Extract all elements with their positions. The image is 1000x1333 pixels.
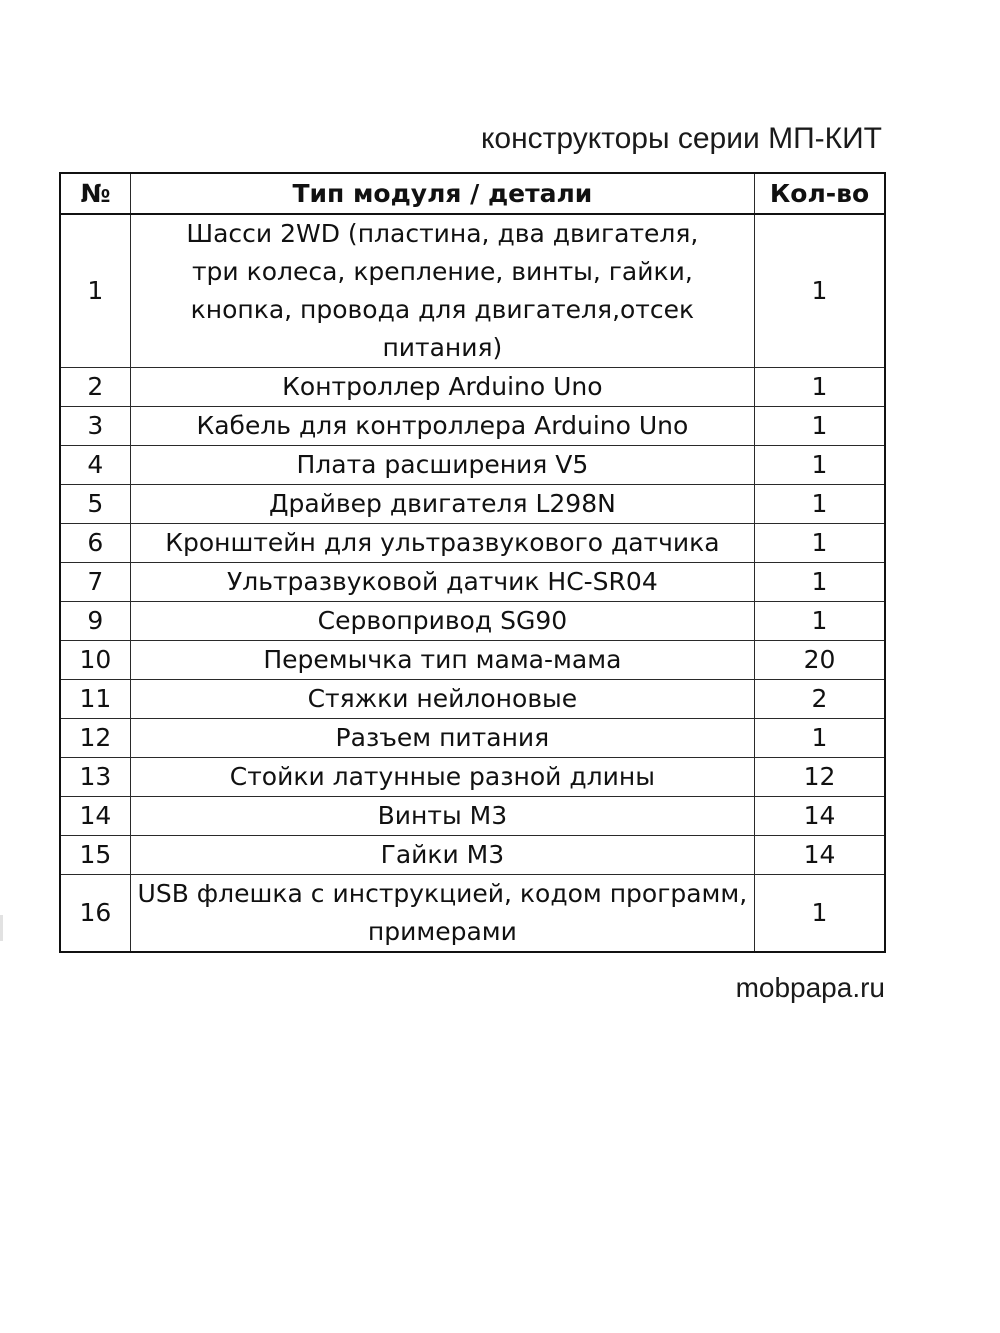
row-quantity: 1: [755, 719, 885, 758]
row-number: 3: [60, 407, 130, 446]
row-number: 6: [60, 524, 130, 563]
row-number: 14: [60, 797, 130, 836]
row-quantity: 14: [755, 836, 885, 875]
site-url: mobpapa.ru: [735, 972, 885, 1003]
row-description: Сервопривод SG90: [130, 602, 754, 641]
row-description: Ультразвуковой датчик HC-SR04: [130, 563, 754, 602]
row-quantity: 1: [755, 602, 885, 641]
row-quantity: 12: [755, 758, 885, 797]
row-description: Гайки М3: [130, 836, 754, 875]
table-row: [60, 524, 885, 563]
table-row: [60, 602, 885, 641]
row-number: 16: [60, 875, 130, 953]
row-number: 10: [60, 641, 130, 680]
row-description: Стяжки нейлоновые: [130, 680, 754, 719]
table-row: [60, 485, 885, 524]
row-description: Плата расширения V5: [130, 446, 754, 485]
table-row: [60, 641, 885, 680]
row-quantity: 1: [755, 407, 885, 446]
row-description: USB флешка с инструкцией, кодом программ, примерами: [130, 875, 754, 953]
table-row: [60, 719, 885, 758]
row-quantity: 1: [755, 485, 885, 524]
table-row: [60, 407, 885, 446]
row-number: 9: [60, 602, 130, 641]
row-number: 13: [60, 758, 130, 797]
table-row: [60, 563, 885, 602]
table-row: [60, 446, 885, 485]
row-number: 12: [60, 719, 130, 758]
row-number: 1: [60, 214, 130, 368]
row-quantity: 1: [755, 563, 885, 602]
row-quantity: 1: [755, 368, 885, 407]
row-description: Контроллер Arduino Uno: [130, 368, 754, 407]
row-number: 2: [60, 368, 130, 407]
kit-components-table: [59, 172, 886, 953]
table-header-row: [60, 173, 885, 214]
row-description: Кронштейн для ультразвукового датчика: [130, 524, 754, 563]
table-row: [60, 875, 885, 953]
table-row: [60, 797, 885, 836]
table-row: [60, 758, 885, 797]
row-description: Стойки латунные разной длины: [130, 758, 754, 797]
row-description: Кабель для контроллера Arduino Uno: [130, 407, 754, 446]
row-quantity: 20: [755, 641, 885, 680]
row-description: Перемычка тип мама-мама: [130, 641, 754, 680]
row-quantity: 1: [755, 524, 885, 563]
header-description: Тип модуля / детали: [130, 173, 754, 214]
row-quantity: 14: [755, 797, 885, 836]
table-row: [60, 368, 885, 407]
header-number: №: [60, 173, 130, 214]
page-subtitle: конструкторы серии МП-КИТ: [480, 122, 882, 155]
row-number: 15: [60, 836, 130, 875]
row-description: Шасси 2WD (пластина, два двигателя, три колеса, крепление, винты, гайки, кнопка, провода для двигателя,отсек питания): [130, 214, 754, 368]
row-number: 11: [60, 680, 130, 719]
table-row: [60, 680, 885, 719]
row-quantity: 1: [755, 446, 885, 485]
row-description: Разъем питания: [130, 719, 754, 758]
row-number: 4: [60, 446, 130, 485]
table-row: [60, 214, 885, 368]
row-description: Драйвер двигателя L298N: [130, 485, 754, 524]
row-quantity: 2: [755, 680, 885, 719]
edge-mark: [0, 915, 3, 941]
row-quantity: 1: [755, 214, 885, 368]
row-number: 7: [60, 563, 130, 602]
row-number: 5: [60, 485, 130, 524]
row-description: Винты М3: [130, 797, 754, 836]
table-row: [60, 836, 885, 875]
header-quantity: Кол-во: [755, 173, 885, 214]
row-quantity: 1: [755, 875, 885, 953]
